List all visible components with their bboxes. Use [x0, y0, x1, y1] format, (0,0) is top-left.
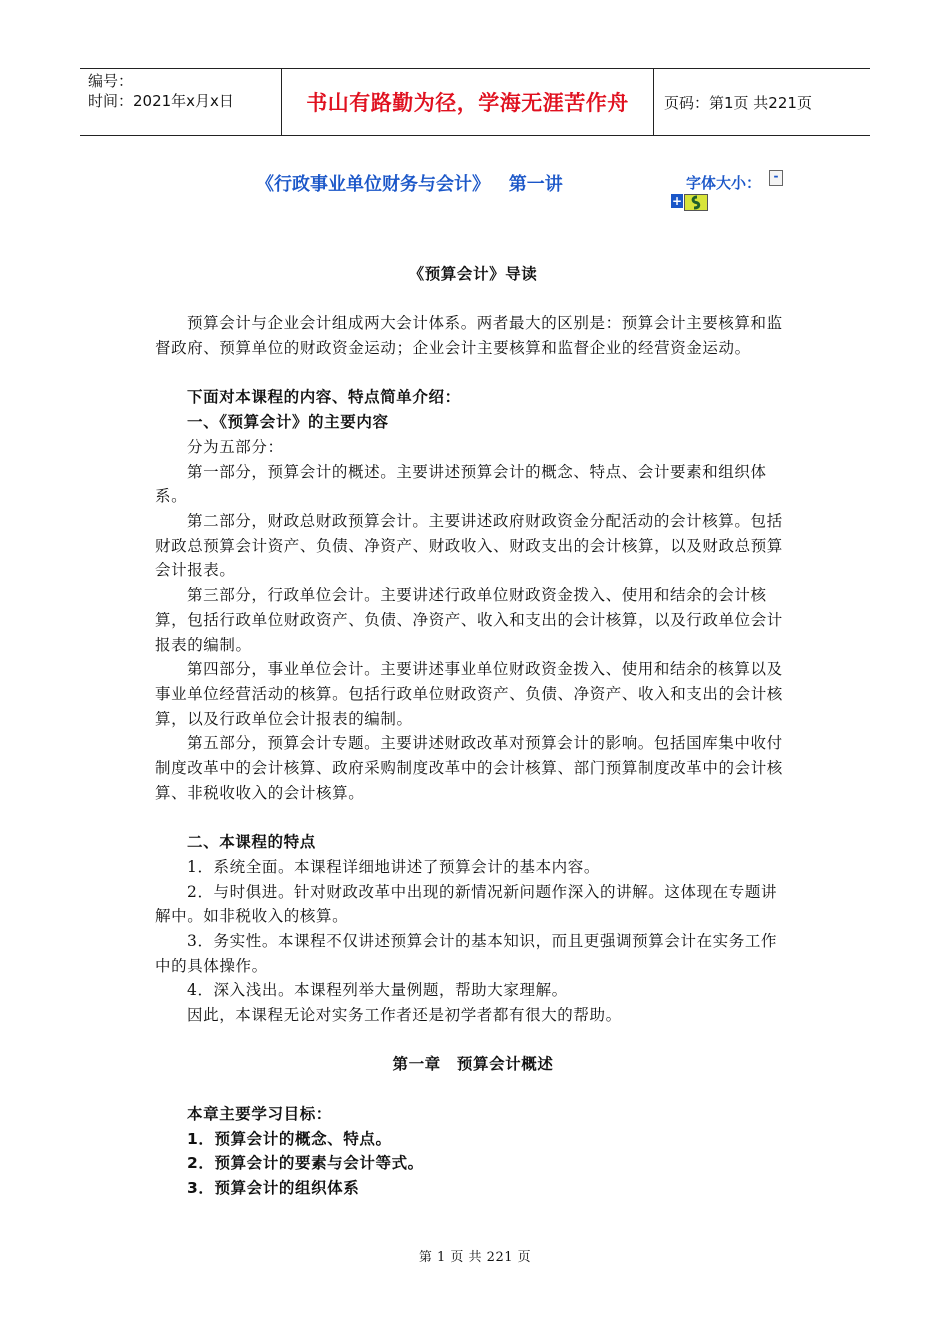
page-header: [80, 68, 870, 136]
conclusion-paragraph: 因此，本课程无论对实务工作者还是初学者都有很大的帮助。: [187, 1006, 622, 1025]
goal-item: 2．预算会计的要素与会计等式。: [187, 1154, 424, 1173]
header-page-info: 页码：第1页 共221页: [664, 93, 812, 112]
goal-item: 1．预算会计的概念、特点。: [187, 1129, 392, 1148]
page-footer: 第 1 页 共 221 页: [418, 1250, 532, 1265]
document-body: [155, 262, 791, 1201]
parts-intro: 分为五部分：: [187, 437, 284, 456]
font-size-label: 字体大小：: [686, 174, 762, 192]
feature-item: 4．深入浅出。本课程列举大量例题，帮助大家理解。: [187, 981, 568, 1000]
header-meta: [80, 69, 282, 135]
part-paragraph: 第四部分，事业单位会计。主要讲述事业单位财政资金拨入、使用和结余的核算以及事业单位经营活动的核算。包括行政单位财政资产、负债、净资产、收入和支出的会计核算，以及行政单位会计报表的编制。: [155, 660, 783, 728]
feature-item: 1．系统全面。本课程详细地讲述了预算会计的基本内容。: [187, 857, 600, 876]
goal-item: 3．预算会计的组织体系: [187, 1178, 360, 1197]
guide-title: 《预算会计》导读: [408, 265, 538, 283]
increase-font-button[interactable]: +: [671, 194, 683, 208]
part-paragraph: 第一部分，预算会计的概述。主要讲述预算会计的概念、特点、会计要素和组织体系。: [155, 462, 767, 506]
title-row: [0, 170, 950, 230]
goals-heading: 本章主要学习目标：: [187, 1104, 332, 1123]
header-motto: 书山有路勤为径，学海无涯苦作舟: [282, 69, 654, 135]
section2-heading: 二、本课程的特点: [187, 833, 316, 852]
part-paragraph: 第二部分，财政总财政预算会计。主要讲述政府财政资金分配活动的会计核算。包括财政总预算会计资产、负债、净资产、财政收入、财政支出的会计核算，以及财政总预算会计报表。: [155, 512, 783, 580]
chapter-title: 第一章 预算会计概述: [392, 1055, 554, 1074]
feature-item: 2．与时俱进。针对财政改革中出现的新情况新问题作深入的讲解。这体现在专题讲解中。如非税收入的核算。: [155, 882, 778, 926]
reset-font-button[interactable]: [684, 194, 708, 211]
section1-heading: 一、《预算会计》的主要内容: [187, 413, 389, 432]
date-label: 时间：2021年x月x日: [88, 92, 234, 110]
decrease-font-button[interactable]: -: [769, 170, 783, 186]
document-title: 《行政事业单位财务与会计》 第一讲: [256, 174, 563, 195]
part-paragraph: 第五部分，预算会计专题。主要讲述财政改革对预算会计的影响。包括国库集中收付制度改革中的会计核算、政府采购制度改革中的会计核算、部门预算制度改革中的会计核算、非税收收入的会计核算。: [155, 734, 783, 802]
part-paragraph: 第三部分，行政单位会计。主要讲述行政单位财政资金拨入、使用和结余的会计核算，包括行政单位财政资产、负债、净资产、收入和支出的会计核算，以及行政单位会计报表的编制。: [155, 586, 783, 654]
number-label: 编号：: [88, 72, 134, 90]
feature-item: 3．务实性。本课程不仅讲述预算会计的基本知识，而且更强调预算会计在实务工作中的具体操作。: [155, 931, 778, 975]
reset-font-icon: [685, 195, 707, 210]
intro-paragraph: 预算会计与企业会计组成两大会计体系。两者最大的区别是：预算会计主要核算和监督政府、预算单位的财政资金运动；企业会计主要核算和监督企业的经营资金运动。: [155, 314, 783, 358]
intro-heading: 下面对本课程的内容、特点简单介绍：: [187, 388, 461, 407]
